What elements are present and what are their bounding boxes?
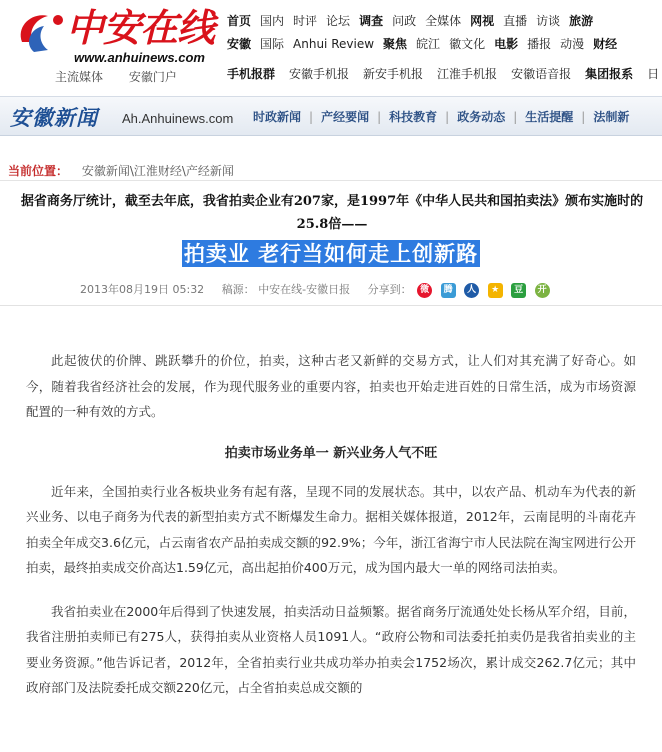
section-url[interactable]: Ah.Anhuinews.com (122, 111, 234, 126)
kaixin-icon[interactable]: 开 (535, 283, 550, 298)
nav-item[interactable]: 首页 (227, 14, 252, 28)
section-link[interactable]: 法制新 (593, 110, 630, 124)
logo-url: www.anhuinews.com (74, 50, 205, 65)
nav-item[interactable]: 全媒体 (425, 14, 462, 28)
top-nav-row-1 (227, 12, 602, 29)
tencent-weibo-icon[interactable]: 腾 (441, 283, 456, 298)
nav-item[interactable]: 安徽 (227, 37, 252, 51)
renren-icon[interactable]: 人 (464, 283, 479, 298)
site-logo[interactable] (14, 6, 214, 64)
top-nav-row-3 (227, 65, 662, 82)
top-nav-row-2 (227, 35, 626, 52)
breadcrumb-label: 当前位置： (8, 164, 69, 178)
nav-item[interactable]: 直播 (503, 14, 528, 28)
source-label: 稿源： (221, 283, 255, 296)
nav-item[interactable]: 播报 (527, 37, 552, 51)
nav-item[interactable]: 徽文化 (449, 37, 486, 51)
nav-item[interactable]: 皖江 (416, 37, 441, 51)
article-subheading: 拍卖市场业务单一 新兴业务人气不旺 (224, 445, 438, 461)
article-meta (80, 281, 555, 298)
separator: | (377, 110, 382, 124)
portal-link-media[interactable]: 主流媒体 (55, 70, 104, 84)
nav-item[interactable]: 问政 (392, 14, 417, 28)
logo-mark-icon (14, 8, 74, 60)
section-link[interactable]: 时政新闻 (253, 110, 302, 124)
separator: | (309, 110, 314, 124)
share-buttons (417, 283, 555, 298)
article-date: 2013年08月19日 05:32 (80, 283, 205, 296)
article-paragraph: 近年来，全国拍卖行业各板块业务有起有落，呈现不同的发展状态。其中，以农产品、机动车为代表的新兴业务、以电子商务为代表的新型拍卖方式不断爆发生命力。据相关媒体报道，2012年，云南昆明的斗南花卉拍卖全年成交3.6亿元，占云南省农产品拍卖成交额的92.9%；今年，浙江省海宁市人民法院在淘宝网进行公开拍卖，最终拍卖成交价高达1.59亿元，高出起拍价400万元，成为国内最大一单的网络司法拍卖。 (26, 483, 636, 575)
section-title[interactable]: 安徽新闻 (10, 106, 98, 130)
nav-item[interactable]: 网视 (470, 14, 495, 28)
share-label: 分享到： (367, 283, 412, 296)
article-source: 中安在线-安徽日报 (258, 283, 351, 296)
nav-item[interactable]: Anhui Review (293, 37, 375, 51)
nav-item[interactable]: 旅游 (569, 14, 594, 28)
divider (0, 305, 662, 306)
portal-link-anhui[interactable]: 安徽门户 (128, 70, 177, 84)
separator: | (581, 110, 586, 124)
nav-item[interactable]: 日 (647, 67, 660, 81)
nav-item[interactable]: 论坛 (326, 14, 351, 28)
nav-item[interactable]: 集团报系 (585, 67, 634, 81)
article-title: 拍卖业 老行当如何走上创新路 (183, 241, 479, 266)
section-links (253, 108, 629, 125)
qzone-icon[interactable]: ★ (488, 283, 503, 298)
logo-text: 中安在线 (66, 5, 215, 50)
nav-item[interactable]: 电影 (494, 37, 519, 51)
nav-item[interactable]: 财经 (593, 37, 618, 51)
nav-item[interactable]: 国际 (260, 37, 285, 51)
divider (0, 180, 662, 181)
section-link[interactable]: 生活提醒 (525, 110, 574, 124)
nav-item[interactable]: 动漫 (560, 37, 585, 51)
site-header (0, 0, 662, 92)
nav-item[interactable]: 聚焦 (383, 37, 408, 51)
weibo-icon[interactable]: 微 (417, 283, 432, 298)
douban-icon[interactable]: 豆 (511, 283, 526, 298)
section-bar (0, 96, 662, 136)
nav-item[interactable]: 调查 (359, 14, 384, 28)
breadcrumb-path[interactable]: 安徽新闻\江淮财经\产经新闻 (81, 164, 234, 178)
nav-item[interactable]: 时评 (293, 14, 318, 28)
nav-item[interactable]: 访谈 (536, 14, 561, 28)
breadcrumb (8, 162, 234, 179)
article-subtitle: 据省商务厅统计，截至去年底，我省拍卖企业有207家，是1997年《中华人民共和国拍卖法》颁布实施时的25.8倍—— (20, 194, 644, 232)
nav-item[interactable]: 江淮手机报 (437, 67, 498, 81)
portal-links (55, 68, 199, 85)
section-link[interactable]: 产经要闻 (321, 110, 370, 124)
nav-item[interactable]: 手机报群 (227, 67, 276, 81)
separator: | (513, 110, 518, 124)
article-headline (0, 238, 662, 268)
nav-item[interactable]: 国内 (260, 14, 285, 28)
nav-item[interactable]: 新安手机报 (363, 67, 424, 81)
article-body (26, 348, 636, 719)
article-paragraph: 我省拍卖业在2000年后得到了快速发展，拍卖活动日益频繁。据省商务厅流通处处长杨从军介绍，目前，我省注册拍卖师已有275人，获得拍卖从业资格人员1091人。“政府公物和司法委托拍卖仍是我省拍卖业的主要业务资源。”他告诉记者，2012年，全省拍卖行业共成功举办拍卖会1752场次，累计成交262.7亿元；其中政府部门及法院委托成交额220亿元，占全省拍卖总成交额的 (26, 603, 636, 695)
article-paragraph: 此起彼伏的价牌、跳跃攀升的价位，拍卖，这种古老又新鲜的交易方式，让人们对其充满了好奇心。如今，随着我省经济社会的发展，作为现代服务业的重要内容，拍卖也开始走进百姓的日常生活，成为市场资源配置的一种有效的方式。 (26, 353, 636, 419)
nav-item[interactable]: 安徽手机报 (289, 67, 350, 81)
nav-item[interactable]: 安徽语音报 (511, 67, 572, 81)
section-link[interactable]: 政务动态 (457, 110, 506, 124)
separator: | (445, 110, 450, 124)
section-link[interactable]: 科技教育 (389, 110, 438, 124)
